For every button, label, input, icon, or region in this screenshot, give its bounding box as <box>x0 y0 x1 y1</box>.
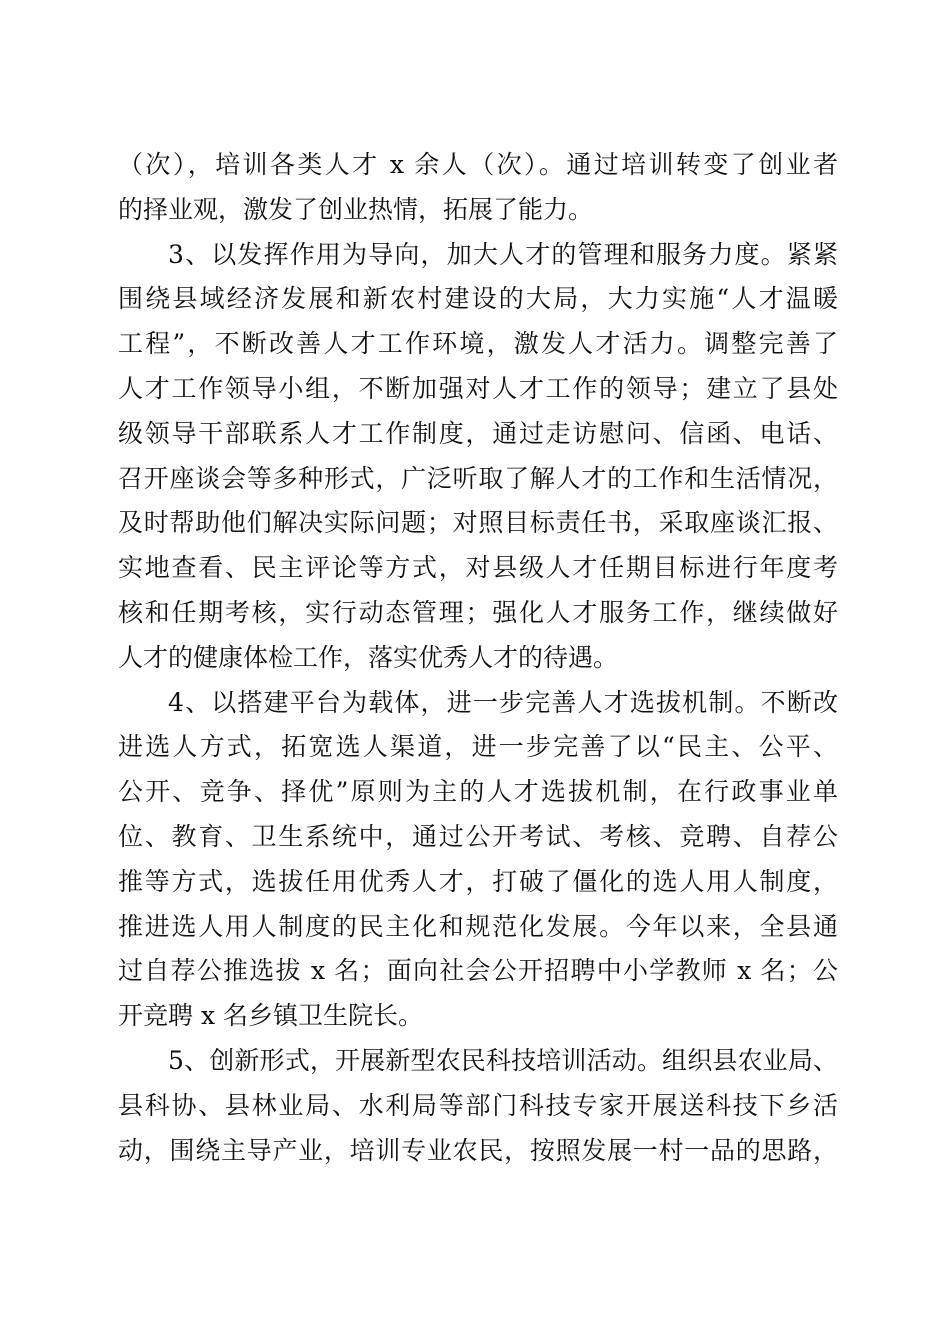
text-line: 县科协、县林业局、水利局等部门科技专家开展送科技下乡活 <box>118 1090 838 1120</box>
text-line: 及时帮助他们解决实际问题；对照目标责任书，采取座谈汇报、 <box>118 508 838 538</box>
text-line: 工程”，不断改善人才工作环境，激发人才活力。调整完善了 <box>118 329 838 359</box>
text-line: 核和任期考核，实行动态管理；强化人才服务工作，继续做好 <box>118 597 838 627</box>
text-line: 的择业观，激发了创业热情，拓展了能力。 <box>118 194 594 224</box>
text-line: 过自荐公推选拔 x 名；面向社会公开招聘中小学教师 x 名；公 <box>118 956 838 986</box>
text-line: 进选人方式，拓宽选人渠道，进一步完善了以“民主、公平、 <box>118 732 838 762</box>
text-line: 开竞聘 x 名乡镇卫生院长。 <box>118 1001 423 1031</box>
paragraph-5-first-line: 5、创新形式，开展新型农民科技培训活动。组织县农业局、 <box>168 1045 838 1075</box>
text-line: 位、教育、卫生系统中，通过公开考试、考核、竞聘、自荐公 <box>118 821 838 851</box>
text-line: 推等方式，选拔任用优秀人才，打破了僵化的选人用人制度， <box>118 866 838 896</box>
text-line: 人才的健康体检工作，落实优秀人才的待遇。 <box>118 642 619 672</box>
text-line: 级领导干部联系人才工作制度，通过走访慰问、信函、电话、 <box>118 418 838 448</box>
text-line: 人才工作领导小组，不断加强对人才工作的领导；建立了县处 <box>118 373 838 403</box>
body-text <box>118 143 838 1173</box>
text-line: 围绕县域经济发展和新农村建设的大局，大力实施“人才温暖 <box>118 284 838 314</box>
text-line: 推进选人用人制度的民主化和规范化发展。今年以来，全县通 <box>118 911 838 941</box>
text-line: 召开座谈会等多种形式，广泛听取了解人才的工作和生活情况， <box>118 463 838 493</box>
text-line: 公开、竞争、择优”原则为主的人才选拔机制，在行政事业单 <box>118 777 838 807</box>
paragraph-4-first-line: 4、以搭建平台为载体，进一步完善人才选拔机制。不断改 <box>168 687 838 717</box>
text-line: 实地查看、民主评论等方式，对县级人才任期目标进行年度考 <box>118 553 838 583</box>
text-line: 动，围绕主导产业，培训专业农民，按照发展一村一品的思路， <box>118 1135 838 1165</box>
paragraph-3-first-line: 3、以发挥作用为导向，加大人才的管理和服务力度。紧紧 <box>168 239 838 269</box>
text-line: （次），培训各类人才 x 余人（次）。通过培训转变了创业者 <box>118 150 838 179</box>
